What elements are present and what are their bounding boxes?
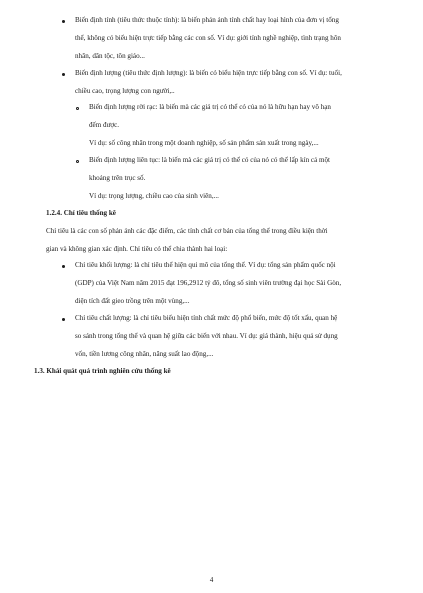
bullet-dot (62, 318, 65, 321)
text-line: Chỉ tiêu chất lượng: là chỉ tiêu biểu hiện tính chất mức độ phổ biến, mức độ tốt xấu, quan hệ (75, 314, 338, 322)
bullet-dot (62, 265, 65, 268)
text-line: Ví dụ: trọng lượng, chiều cao của sinh viên,... (89, 192, 219, 200)
page-number: 4 (209, 576, 214, 584)
text-line: Biến định lượng (tiêu thức định lượng): là biến có biểu hiện trực tiếp bằng con số. Ví dụ: tuổi, (75, 69, 342, 77)
bullet-dot (62, 20, 65, 23)
text-line: so sánh trong tổng thể và quan hệ giữa các biến với nhau. Ví dụ: giá thành, hiệu quả sử dụng (75, 332, 338, 340)
text-line: khoảng trên trục số. (89, 174, 146, 182)
bullet-circle (76, 160, 79, 163)
text-line: Chỉ tiêu khối lượng: là chỉ tiêu thể hiện qui mô của tổng thể. Ví dụ: tổng sản phẩm quốc nội (75, 261, 336, 269)
bullet-dot (62, 73, 65, 76)
text-line: diện tích đất gieo trồng trên một vùng,... (75, 297, 190, 305)
text-line: Chỉ tiêu là các con số phản ánh các đặc điểm, các tính chất cơ bản của tổng thể trong điều kiện thời (46, 227, 328, 235)
text-line: Biến định lượng liên tục: là biến mà các giá trị có thể có của nó có thể lấp kín cả một (89, 156, 331, 164)
text-line: (GDP) của Việt Nam năm 2015 đạt 196,2912 tỷ đô, tổng số sinh viên trường đại học Sài Gòn, (75, 279, 342, 287)
text-line: gian và không gian xác định. Chỉ tiêu có thể chia thành hai loại: (46, 245, 228, 253)
section-heading: 1.3. Khái quát quá trình nghiên cứu thống kê (34, 367, 171, 375)
text-line: thể, không có biểu hiện trực tiếp bằng các con số. Ví dụ: giới tính nghề nghiệp, tình trạng hôn (75, 34, 341, 42)
text-line: Ví dụ: số công nhân trong một doanh nghiệp, số sản phẩm sản xuất trong ngày,... (89, 139, 319, 147)
text-line: Biến định lượng rời rạc: là biến mà các giá trị có thể có của nó là hữu hạn hay vô hạn (89, 103, 331, 111)
section-heading: 1.2.4. Chỉ tiêu thống kê (46, 209, 116, 217)
text-line: nhân, dân tộc, tôn giáo... (75, 52, 145, 60)
bullet-circle (76, 107, 79, 110)
text-line: vốn, tiền lương công nhân, năng suất lao động,... (75, 350, 214, 358)
text-line: đếm được. (89, 121, 120, 129)
text-line: Biến định tính (tiêu thức thuộc tính): là biến phản ảnh tính chất hay loại hình của đơn vị tổng (75, 16, 339, 24)
text-line: chiều cao, trọng lượng con người,.. (75, 87, 175, 95)
